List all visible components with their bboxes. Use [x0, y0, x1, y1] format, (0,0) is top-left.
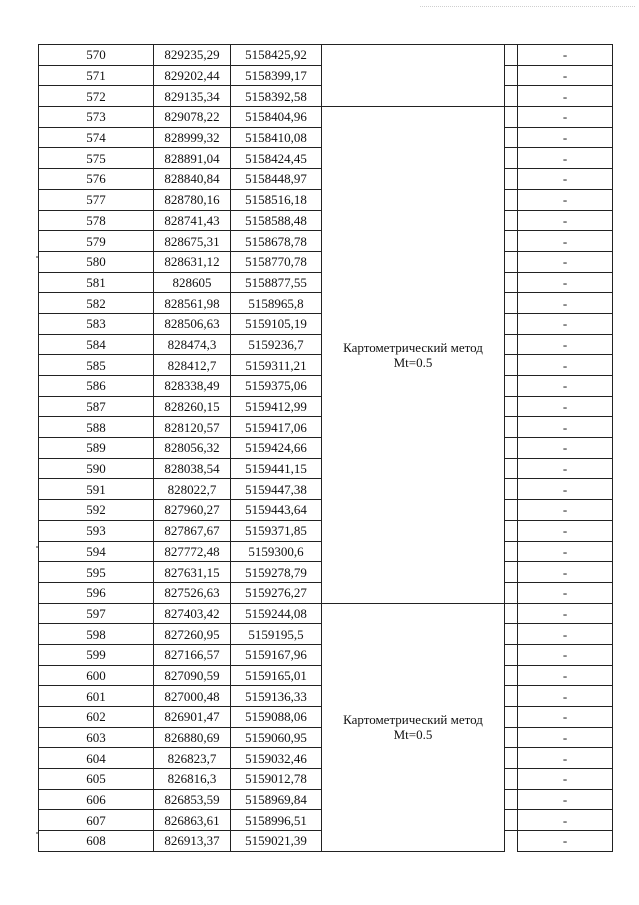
x-coordinate-cell: 828022,7	[154, 479, 231, 500]
point-number-cell: 581	[39, 272, 154, 293]
y-coordinate-cell: 5159371,85	[231, 520, 322, 541]
point-number-cell: 570	[39, 45, 154, 66]
method-label: Картометрический метод	[343, 712, 483, 728]
x-coordinate-cell: 828891,04	[154, 148, 231, 169]
value-cell: -	[518, 644, 613, 665]
x-coordinate-cell: 826816,3	[154, 769, 231, 790]
gap-cell	[505, 45, 518, 66]
point-number-cell: 597	[39, 603, 154, 624]
point-number-cell: 599	[39, 644, 154, 665]
x-coordinate-cell: 827526,63	[154, 582, 231, 603]
value-cell: -	[518, 293, 613, 314]
point-number-cell: 596	[39, 582, 154, 603]
value-cell: -	[518, 210, 613, 231]
x-coordinate-cell: 827631,15	[154, 562, 231, 583]
x-coordinate-cell: 828056,32	[154, 438, 231, 459]
y-coordinate-cell: 5159443,64	[231, 500, 322, 521]
y-coordinate-cell: 5158410,08	[231, 127, 322, 148]
value-cell: -	[518, 189, 613, 210]
method-accuracy: Mt=0.5	[393, 354, 433, 370]
x-coordinate-cell: 827960,27	[154, 500, 231, 521]
x-coordinate-cell: 827403,42	[154, 603, 231, 624]
x-coordinate-cell: 826823,7	[154, 748, 231, 769]
x-coordinate-cell: 826880,69	[154, 727, 231, 748]
y-coordinate-cell: 5159375,06	[231, 376, 322, 397]
value-cell: -	[518, 769, 613, 790]
table-row	[39, 107, 613, 128]
x-coordinate-cell: 827166,57	[154, 644, 231, 665]
x-coordinate-cell: 828999,32	[154, 127, 231, 148]
gap-cell	[505, 748, 518, 769]
x-coordinate-cell: 828260,15	[154, 396, 231, 417]
point-number-cell: 573	[39, 107, 154, 128]
scan-edge-mark	[420, 6, 635, 8]
point-number-cell: 600	[39, 665, 154, 686]
value-cell: -	[518, 376, 613, 397]
y-coordinate-cell: 5159088,06	[231, 707, 322, 728]
y-coordinate-cell: 5158996,51	[231, 810, 322, 831]
value-cell: -	[518, 396, 613, 417]
y-coordinate-cell: 5158425,92	[231, 45, 322, 66]
point-number-cell: 590	[39, 458, 154, 479]
y-coordinate-cell: 5158965,8	[231, 293, 322, 314]
point-number-cell: 584	[39, 334, 154, 355]
y-coordinate-cell: 5158392,58	[231, 86, 322, 107]
x-coordinate-cell: 827090,59	[154, 665, 231, 686]
value-cell: -	[518, 231, 613, 252]
value-cell: -	[518, 686, 613, 707]
gap-cell	[505, 520, 518, 541]
gap-cell	[505, 582, 518, 603]
gap-cell	[505, 189, 518, 210]
gap-cell	[505, 541, 518, 562]
x-coordinate-cell: 828840,84	[154, 169, 231, 190]
x-coordinate-cell: 828631,12	[154, 251, 231, 272]
point-number-cell: 589	[39, 438, 154, 459]
gap-cell	[505, 769, 518, 790]
gap-cell	[505, 65, 518, 86]
point-number-cell: 578	[39, 210, 154, 231]
y-coordinate-cell: 5159447,38	[231, 479, 322, 500]
point-number-cell: 585	[39, 355, 154, 376]
gap-cell	[505, 831, 518, 852]
point-number-cell: 594	[39, 541, 154, 562]
y-coordinate-cell: 5159311,21	[231, 355, 322, 376]
value-cell: -	[518, 148, 613, 169]
point-number-cell: 588	[39, 417, 154, 438]
point-number-cell: 608	[39, 831, 154, 852]
value-cell: -	[518, 789, 613, 810]
gap-cell	[505, 293, 518, 314]
x-coordinate-cell: 827260,95	[154, 624, 231, 645]
method-accuracy: Mt=0.5	[393, 727, 433, 743]
method-cell	[322, 603, 505, 851]
value-cell: -	[518, 603, 613, 624]
y-coordinate-cell: 5158399,17	[231, 65, 322, 86]
gap-cell	[505, 334, 518, 355]
x-coordinate-cell: 828561,98	[154, 293, 231, 314]
y-coordinate-cell: 5158424,45	[231, 148, 322, 169]
y-coordinate-cell: 5158448,97	[231, 169, 322, 190]
point-number-cell: 575	[39, 148, 154, 169]
value-cell: -	[518, 727, 613, 748]
x-coordinate-cell: 827867,67	[154, 520, 231, 541]
value-cell: -	[518, 500, 613, 521]
coordinates-table-body	[39, 45, 613, 852]
gap-cell	[505, 148, 518, 169]
point-number-cell: 606	[39, 789, 154, 810]
y-coordinate-cell: 5159276,27	[231, 582, 322, 603]
x-coordinate-cell: 826913,37	[154, 831, 231, 852]
x-coordinate-cell: 827772,48	[154, 541, 231, 562]
x-coordinate-cell: 828412,7	[154, 355, 231, 376]
gap-cell	[505, 272, 518, 293]
coordinates-table	[38, 44, 613, 852]
value-cell: -	[518, 438, 613, 459]
table-row	[39, 603, 613, 624]
point-number-cell: 582	[39, 293, 154, 314]
point-number-cell: 604	[39, 748, 154, 769]
value-cell: -	[518, 810, 613, 831]
y-coordinate-cell: 5158404,96	[231, 107, 322, 128]
point-number-cell: 583	[39, 313, 154, 334]
point-number-cell: 592	[39, 500, 154, 521]
value-cell: -	[518, 831, 613, 852]
gap-cell	[505, 458, 518, 479]
gap-cell	[505, 313, 518, 334]
gap-cell	[505, 127, 518, 148]
method-cell	[322, 45, 505, 107]
x-coordinate-cell: 828741,43	[154, 210, 231, 231]
x-coordinate-cell: 829202,44	[154, 65, 231, 86]
x-coordinate-cell: 826901,47	[154, 707, 231, 728]
value-cell: -	[518, 582, 613, 603]
x-coordinate-cell: 828675,31	[154, 231, 231, 252]
y-coordinate-cell: 5159060,95	[231, 727, 322, 748]
y-coordinate-cell: 5159105,19	[231, 313, 322, 334]
value-cell: -	[518, 313, 613, 334]
point-number-cell: 574	[39, 127, 154, 148]
y-coordinate-cell: 5158516,18	[231, 189, 322, 210]
y-coordinate-cell: 5158770,78	[231, 251, 322, 272]
gap-cell	[505, 644, 518, 665]
value-cell: -	[518, 479, 613, 500]
gap-cell	[505, 500, 518, 521]
y-coordinate-cell: 5159417,06	[231, 417, 322, 438]
point-number-cell: 602	[39, 707, 154, 728]
x-coordinate-cell: 829078,22	[154, 107, 231, 128]
value-cell: -	[518, 86, 613, 107]
gap-cell	[505, 438, 518, 459]
point-number-cell: 580	[39, 251, 154, 272]
point-number-cell: 607	[39, 810, 154, 831]
point-number-cell: 572	[39, 86, 154, 107]
gap-cell	[505, 810, 518, 831]
value-cell: -	[518, 624, 613, 645]
gap-cell	[505, 376, 518, 397]
value-cell: -	[518, 45, 613, 66]
y-coordinate-cell: 5158678,78	[231, 231, 322, 252]
point-number-cell: 603	[39, 727, 154, 748]
gap-cell	[505, 107, 518, 128]
method-cell	[322, 107, 505, 604]
x-coordinate-cell: 828120,57	[154, 417, 231, 438]
y-coordinate-cell: 5159195,5	[231, 624, 322, 645]
point-number-cell: 595	[39, 562, 154, 583]
gap-cell	[505, 417, 518, 438]
x-coordinate-cell: 828038,54	[154, 458, 231, 479]
gap-cell	[505, 624, 518, 645]
x-coordinate-cell: 829135,34	[154, 86, 231, 107]
gap-cell	[505, 562, 518, 583]
y-coordinate-cell: 5159278,79	[231, 562, 322, 583]
y-coordinate-cell: 5158588,48	[231, 210, 322, 231]
gap-cell	[505, 251, 518, 272]
value-cell: -	[518, 251, 613, 272]
gap-cell	[505, 603, 518, 624]
value-cell: -	[518, 665, 613, 686]
point-number-cell: 598	[39, 624, 154, 645]
gap-cell	[505, 789, 518, 810]
value-cell: -	[518, 748, 613, 769]
value-cell: -	[518, 520, 613, 541]
value-cell: -	[518, 458, 613, 479]
x-coordinate-cell: 828780,16	[154, 189, 231, 210]
gap-cell	[505, 707, 518, 728]
value-cell: -	[518, 417, 613, 438]
x-coordinate-cell: 828605	[154, 272, 231, 293]
y-coordinate-cell: 5159021,39	[231, 831, 322, 852]
y-coordinate-cell: 5159412,99	[231, 396, 322, 417]
y-coordinate-cell: 5158969,84	[231, 789, 322, 810]
gap-cell	[505, 355, 518, 376]
gap-cell	[505, 727, 518, 748]
value-cell: -	[518, 65, 613, 86]
x-coordinate-cell: 826853,59	[154, 789, 231, 810]
x-coordinate-cell: 826863,61	[154, 810, 231, 831]
point-number-cell: 576	[39, 169, 154, 190]
point-number-cell: 577	[39, 189, 154, 210]
value-cell: -	[518, 272, 613, 293]
point-number-cell: 586	[39, 376, 154, 397]
method-label: Картометрический метод	[343, 339, 483, 355]
y-coordinate-cell: 5159012,78	[231, 769, 322, 790]
x-coordinate-cell: 827000,48	[154, 686, 231, 707]
y-coordinate-cell: 5159424,66	[231, 438, 322, 459]
value-cell: -	[518, 541, 613, 562]
point-number-cell: 593	[39, 520, 154, 541]
point-number-cell: 571	[39, 65, 154, 86]
gap-cell	[505, 686, 518, 707]
x-coordinate-cell: 829235,29	[154, 45, 231, 66]
y-coordinate-cell: 5158877,55	[231, 272, 322, 293]
y-coordinate-cell: 5159167,96	[231, 644, 322, 665]
point-number-cell: 591	[39, 479, 154, 500]
x-coordinate-cell: 828506,63	[154, 313, 231, 334]
y-coordinate-cell: 5159032,46	[231, 748, 322, 769]
x-coordinate-cell: 828474,3	[154, 334, 231, 355]
y-coordinate-cell: 5159165,01	[231, 665, 322, 686]
value-cell: -	[518, 707, 613, 728]
gap-cell	[505, 665, 518, 686]
gap-cell	[505, 86, 518, 107]
y-coordinate-cell: 5159136,33	[231, 686, 322, 707]
x-coordinate-cell: 828338,49	[154, 376, 231, 397]
value-cell: -	[518, 355, 613, 376]
y-coordinate-cell: 5159236,7	[231, 334, 322, 355]
gap-cell	[505, 396, 518, 417]
value-cell: -	[518, 127, 613, 148]
y-coordinate-cell: 5159300,6	[231, 541, 322, 562]
y-coordinate-cell: 5159244,08	[231, 603, 322, 624]
point-number-cell: 601	[39, 686, 154, 707]
value-cell: -	[518, 562, 613, 583]
table-row	[39, 45, 613, 66]
gap-cell	[505, 231, 518, 252]
value-cell: -	[518, 169, 613, 190]
y-coordinate-cell: 5159441,15	[231, 458, 322, 479]
point-number-cell: 605	[39, 769, 154, 790]
value-cell: -	[518, 334, 613, 355]
gap-cell	[505, 169, 518, 190]
point-number-cell: 579	[39, 231, 154, 252]
point-number-cell: 587	[39, 396, 154, 417]
value-cell: -	[518, 107, 613, 128]
gap-cell	[505, 210, 518, 231]
gap-cell	[505, 479, 518, 500]
